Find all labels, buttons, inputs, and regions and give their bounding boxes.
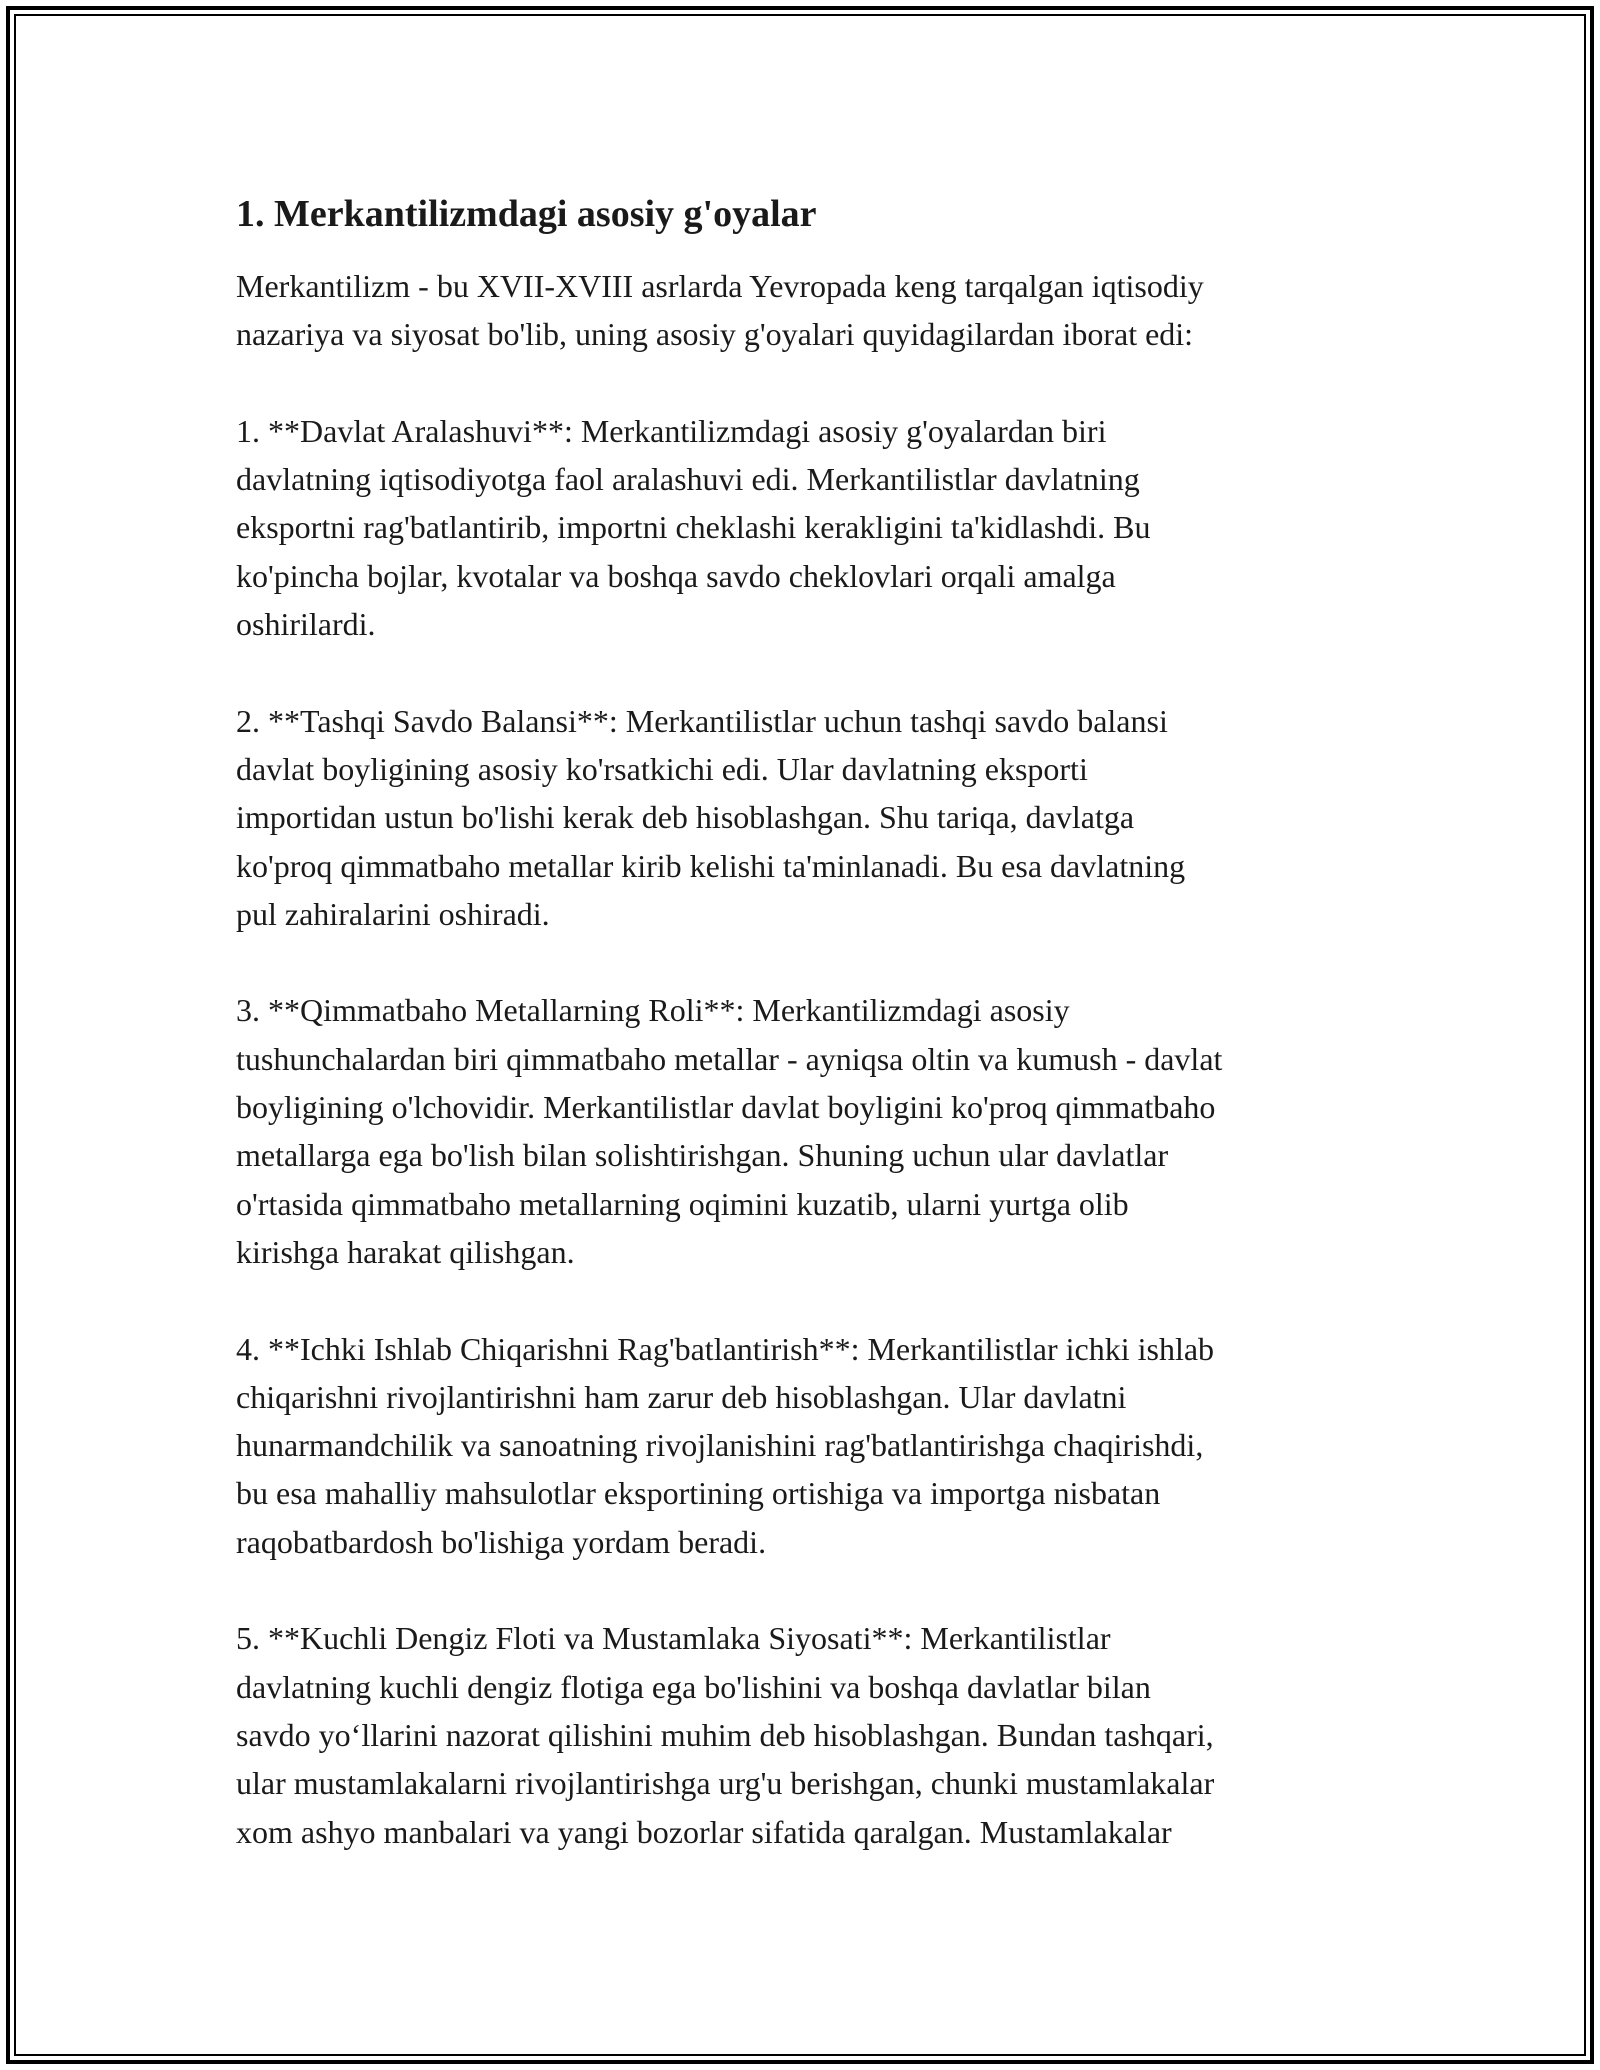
point-5-paragraph — [236, 1614, 1376, 1855]
document-title: 1. Merkantilizmdagi asosiy g'oyalar — [236, 193, 817, 235]
text-line: xom ashyo manbalari va yangi bozorlar sifatida qaralgan. Mustamlakalar — [236, 1813, 1172, 1850]
point-1-paragraph — [236, 407, 1376, 648]
text-line: tushunchalardan biri qimmatbaho metallar - ayniqsa oltin va kumush - davlat — [236, 1040, 1223, 1077]
text-line: metallarga ega bo'lish bilan solishtirishgan. Shuning uchun ular davlatlar — [236, 1137, 1169, 1174]
text-line: o'rtasida qimmatbaho metallarning oqimini kuzatib, ularni yurtga olib — [236, 1185, 1129, 1222]
text-line: importidan ustun bo'lishi kerak deb hisoblashgan. Shu tariqa, davlatga — [236, 799, 1135, 836]
text-line: 5. **Kuchli Dengiz Floti va Mustamlaka Siyosati**: Merkantilistlar — [236, 1620, 1111, 1657]
text-line: savdo yo‘llarini nazorat qilishini muhim deb hisoblashgan. Bundan tashqari, — [236, 1716, 1214, 1753]
point-2-paragraph — [236, 697, 1376, 938]
intro-paragraph — [236, 262, 1376, 359]
text-line: ko'pincha bojlar, kvotalar va boshqa savdo cheklovlari orqali amalga — [236, 557, 1116, 594]
text-line: ular mustamlakalarni rivojlantirishga urg'u berishgan, chunki mustamlakalar — [236, 1765, 1215, 1802]
text-line: nazariya va siyosat bo'lib, uning asosiy g'oyalari quyidagilardan iborat edi: — [236, 316, 1194, 353]
text-line: Merkantilizm - bu XVII-XVIII asrlarda Yevropada keng tarqalgan iqtisodiy — [236, 268, 1204, 304]
text-line: eksportni rag'batlantirib, importni cheklashi kerakligini ta'kidlashdi. Bu — [236, 509, 1151, 546]
text-line: hunarmandchilik va sanoatning rivojlanishini rag'batlantirishga chaqirishdi, — [236, 1427, 1204, 1464]
text-line: ko'proq qimmatbaho metallar kirib kelishi ta'minlanadi. Bu esa davlatning — [236, 847, 1186, 884]
text-line: 4. **Ichki Ishlab Chiqarishni Rag'batlantirish**: Merkantilistlar ichki ishlab — [236, 1330, 1215, 1367]
text-line: kirishga harakat qilishgan. — [236, 1233, 575, 1270]
text-line: davlat boyligining asosiy ko'rsatkichi edi. Ular davlatning eksporti — [236, 750, 1088, 787]
text-line: davlatning kuchli dengiz flotiga ega bo'lishini va boshqa davlatlar bilan — [236, 1668, 1151, 1705]
text-line: oshirilardi. — [236, 606, 376, 643]
text-line: 2. **Tashqi Savdo Balansi**: Merkantilistlar uchun tashqi savdo balansi — [236, 702, 1168, 739]
text-line: boyligining o'lchovidir. Merkantilistlar davlat boyligini ko'proq qimmatbaho — [236, 1089, 1216, 1126]
text-line: pul zahiralarini oshiradi. — [236, 895, 550, 932]
text-line: 1. **Davlat Aralashuvi**: Merkantilizmdagi asosiy g'oyalardan biri — [236, 412, 1107, 449]
point-4-paragraph — [236, 1325, 1376, 1566]
text-line: 3. **Qimmatbaho Metallarning Roli**: Merkantilizmdagi asosiy — [236, 992, 1070, 1029]
text-line: bu esa mahalliy mahsulotlar eksportining ortishiga va importga nisbatan — [236, 1475, 1161, 1512]
text-line: davlatning iqtisodiyotga faol aralashuvi edi. Merkantilistlar davlatning — [236, 461, 1140, 498]
document-body — [236, 190, 1376, 1904]
text-line: raqobatbardosh bo'lishiga yordam beradi. — [236, 1523, 767, 1560]
point-3-paragraph — [236, 986, 1376, 1276]
text-line: chiqarishni rivojlantirishni ham zarur deb hisoblashgan. Ular davlatni — [236, 1378, 1127, 1415]
